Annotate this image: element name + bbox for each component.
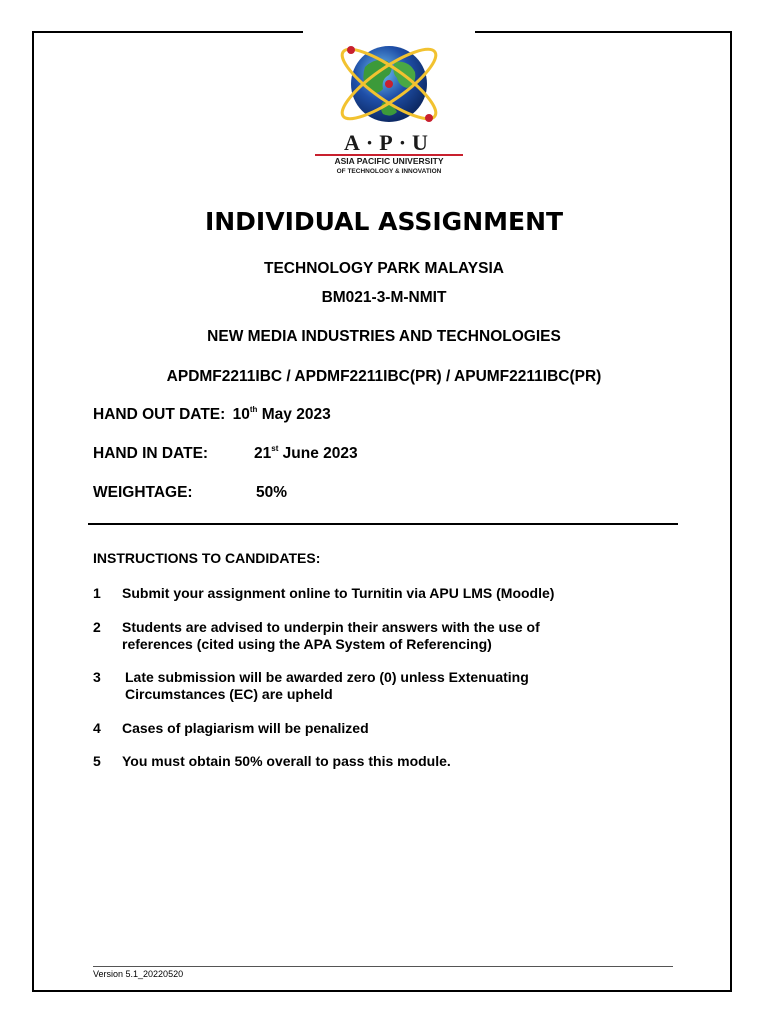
location: TECHNOLOGY PARK MALAYSIA — [264, 260, 504, 277]
footer-divider — [93, 966, 673, 967]
divider — [88, 523, 678, 525]
hand-in-date — [93, 444, 358, 463]
weightage-value: 50% — [256, 484, 288, 501]
globe-logo-icon — [303, 22, 475, 190]
intake-codes: APDMF2211IBC / APDMF2211IBC(PR) / APUMF2211IBC(PR) — [166, 368, 602, 385]
logo-line1: ASIA PACIFIC UNIVERSITY — [334, 156, 444, 166]
logo-line2: OF TECHNOLOGY & INNOVATION — [336, 168, 442, 175]
instructions-heading: INSTRUCTIONS TO CANDIDATES: — [93, 550, 321, 566]
logo-letters: A·P·U — [344, 130, 434, 155]
hand-out-date — [93, 406, 331, 424]
version-footer: Version 5.1_20220520 — [93, 969, 184, 979]
hand-out-value: 10th May 2023 — [232, 405, 331, 423]
hand-in-label: HAND IN DATE: — [93, 445, 209, 462]
hand-out-label: HAND OUT DATE: — [93, 406, 226, 423]
module-code: BM021-3-M-NMIT — [321, 289, 447, 306]
page-title: INDIVIDUAL ASSIGNMENT — [204, 207, 564, 236]
weightage-label: WEIGHTAGE: — [93, 484, 193, 501]
module-name: NEW MEDIA INDUSTRIES AND TECHNOLOGIES — [207, 328, 561, 345]
hand-in-value: 21st June 2023 — [254, 444, 358, 462]
weightage — [93, 484, 288, 502]
apu-logo — [303, 22, 475, 190]
